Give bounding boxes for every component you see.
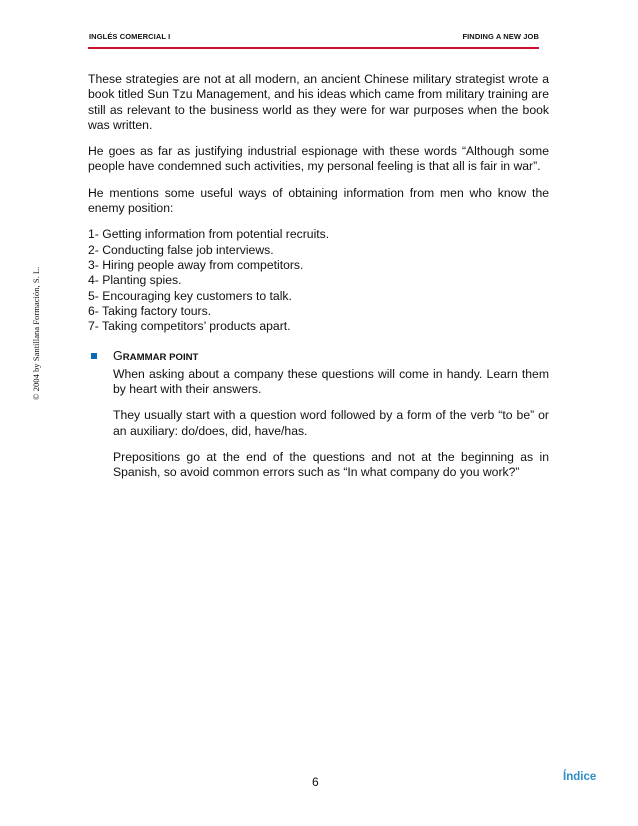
- list-item: 1- Getting information from potential recruits.: [88, 227, 330, 242]
- header-course-title: INGLÉS COMERCIAL I: [89, 32, 171, 41]
- main-content: [88, 72, 549, 492]
- body-paragraph: These strategies are not at all modern, an ancient Chinese military strategist wrote a book titled Sun Tzu Management, and his ideas which came from military training are still as relevant to the business world as they were for war purposes when the book was written.: [88, 72, 549, 132]
- grammar-point-initial: G: [113, 349, 123, 364]
- list-item: 4- Planting spies.: [88, 273, 182, 288]
- grammar-point-title: RAMMAR POINT: [122, 352, 199, 364]
- list-item: 5- Encouraging key customers to talk.: [88, 288, 292, 303]
- methods-list: [88, 227, 549, 334]
- page-header: [88, 29, 539, 49]
- grammar-paragraph: When asking about a company these questions will come in handy. Learn them by heart with their answers.: [113, 366, 549, 397]
- index-link[interactable]: Índice: [563, 771, 597, 783]
- copyright-notice: © 2004 by Santillana Formación, S. L.: [31, 266, 41, 400]
- grammar-paragraph: They usually start with a question word followed by a form of the verb “to be” or an auxiliary: do/does, did, have/has.: [113, 408, 549, 438]
- grammar-point-section: [88, 349, 549, 480]
- body-paragraph: He goes as far as justifying industrial espionage with these words “Although some people have condemned such activities, my personal feeling is that all is fair in war”.: [88, 144, 549, 174]
- list-item: 7- Taking competitors’ products apart.: [88, 319, 291, 334]
- body-paragraph: He mentions some useful ways of obtaining information from men who know the enemy position:: [88, 185, 549, 216]
- list-item: 3- Hiring people away from competitors.: [88, 257, 304, 272]
- square-bullet-icon: [91, 353, 97, 359]
- page-number: 6: [312, 775, 319, 789]
- list-item: 2- Conducting false job interviews.: [88, 242, 274, 257]
- grammar-paragraph: Prepositions go at the end of the questions and not at the beginning as in Spanish, so avoid common errors such as “In what company do you work?”: [113, 449, 549, 480]
- grammar-point-heading: [88, 349, 524, 365]
- list-item: 6- Taking factory tours.: [88, 303, 212, 318]
- header-section-title: FINDING A NEW JOB: [462, 32, 539, 41]
